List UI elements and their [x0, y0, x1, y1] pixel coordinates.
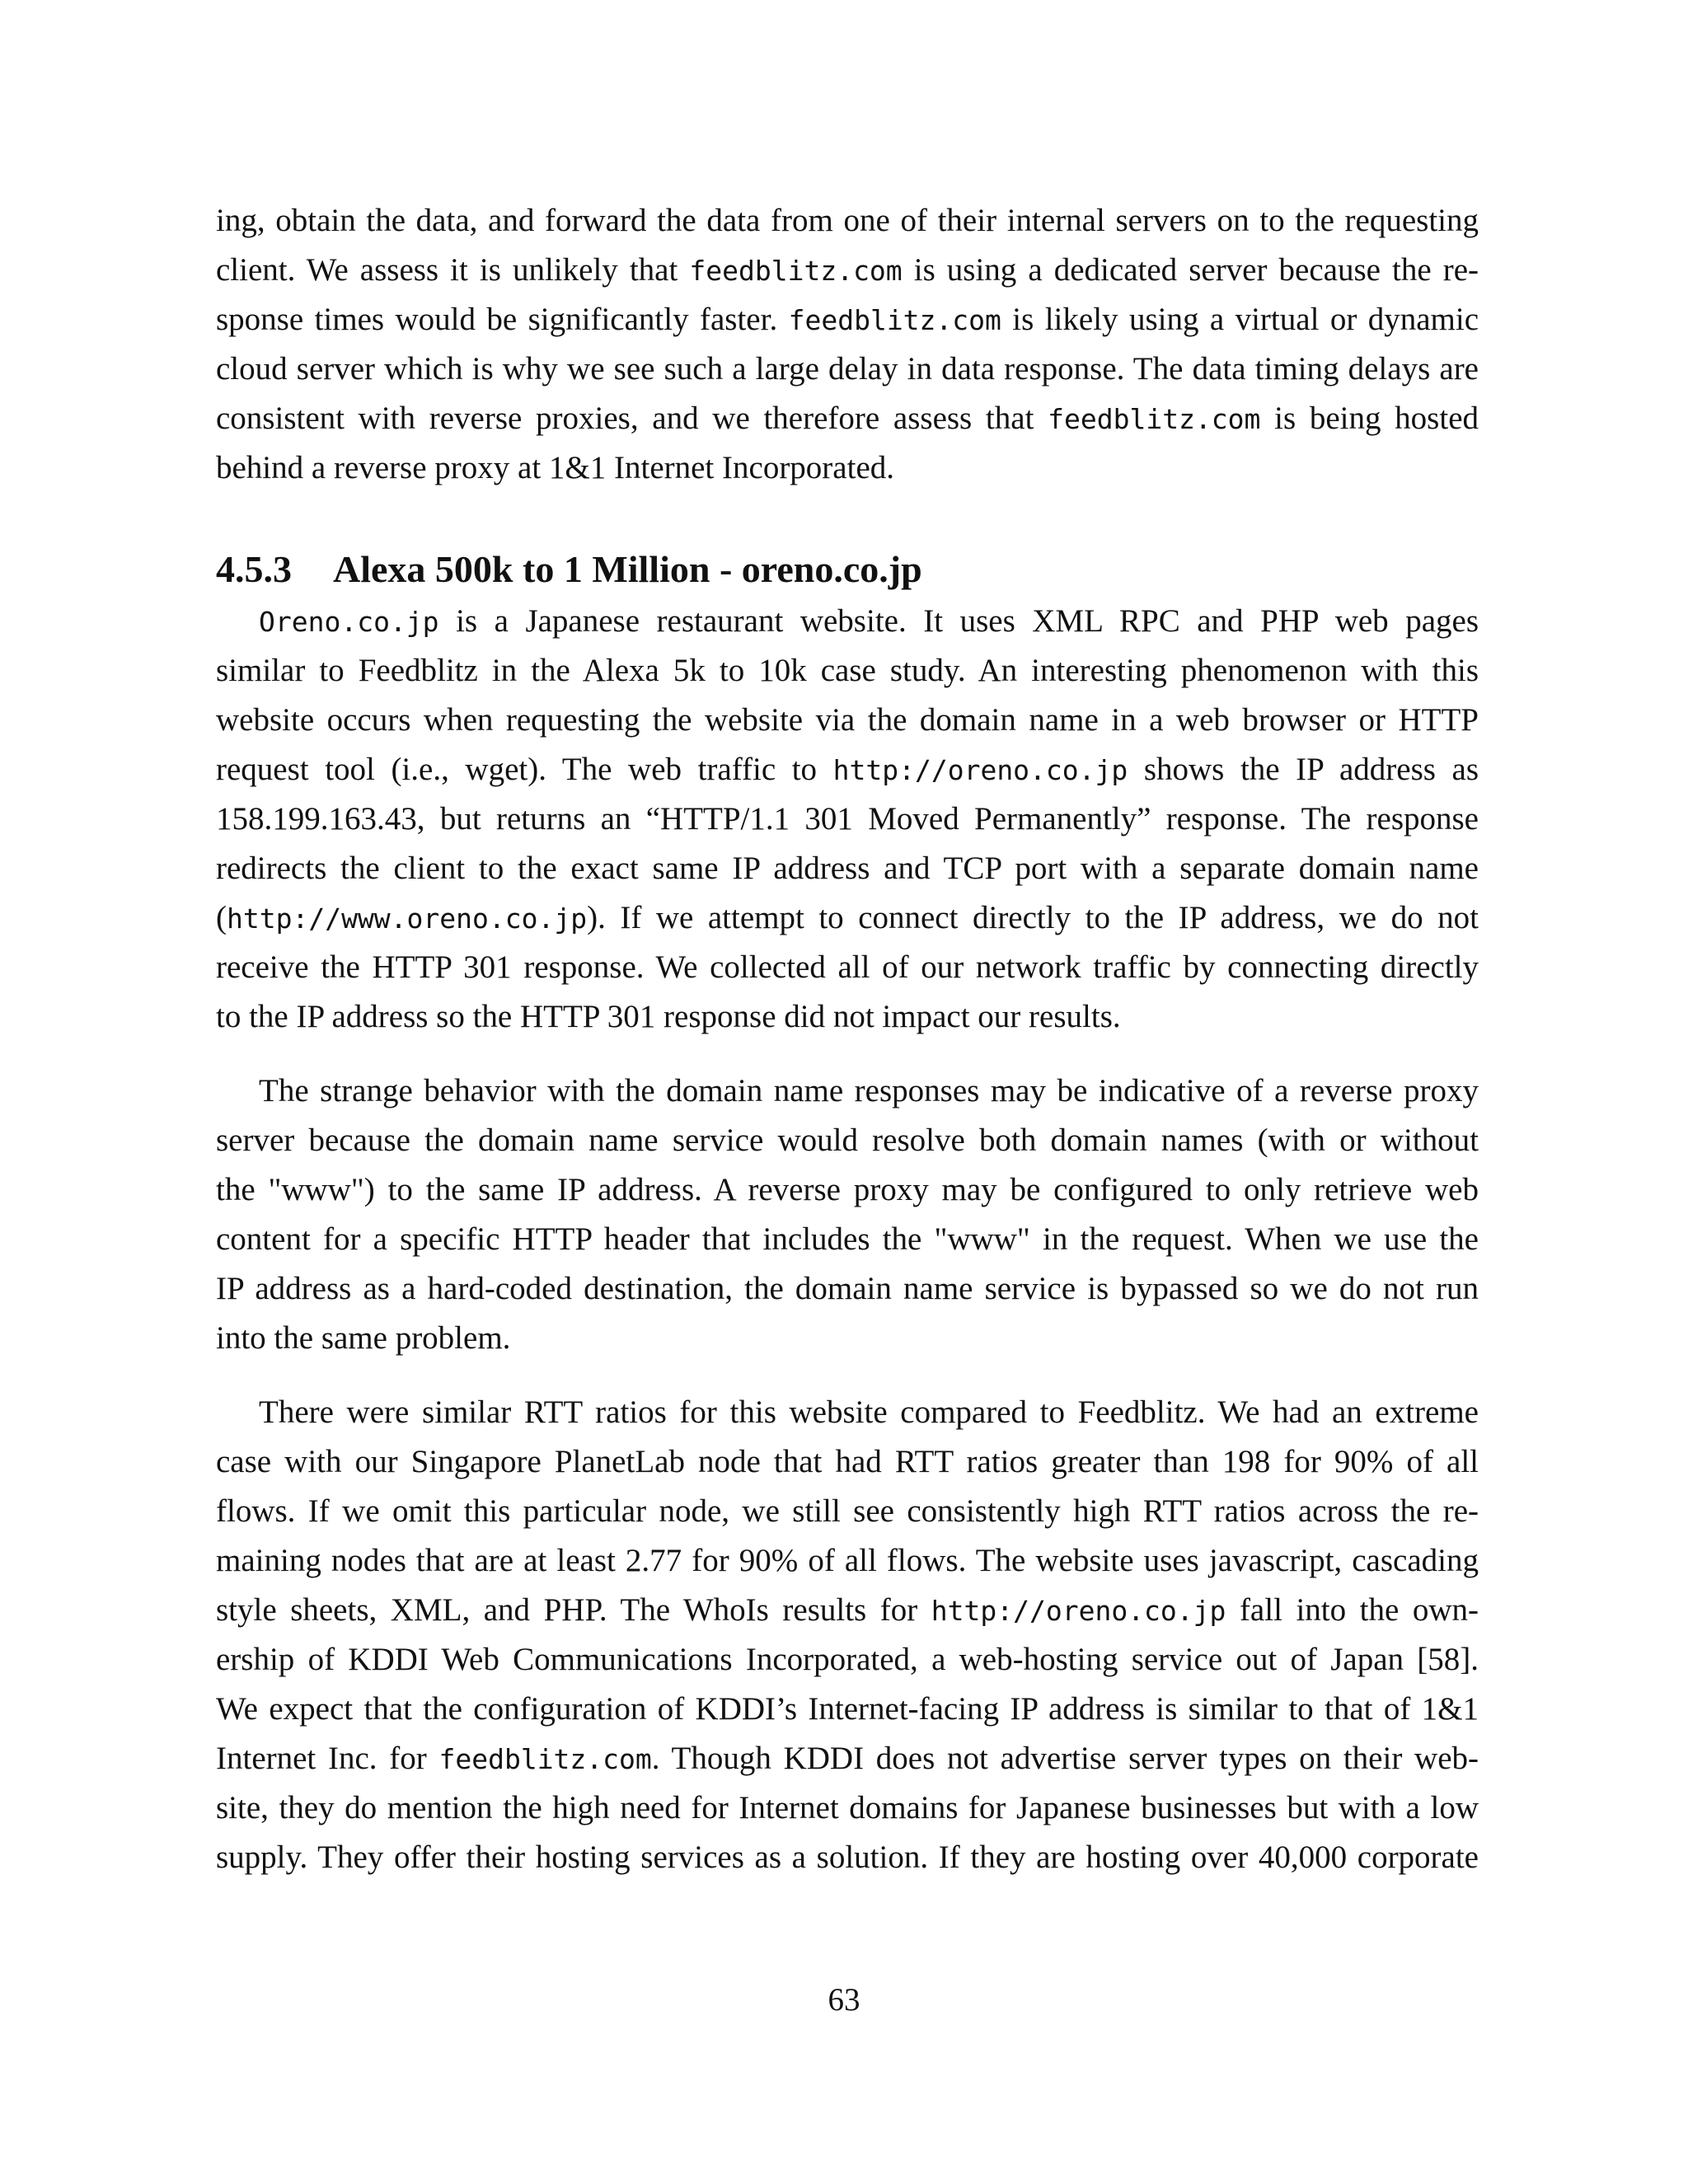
text-run: . Though KDDI does not advertise server types on their web- [651, 1741, 1479, 1776]
paragraph-2 [216, 597, 1479, 1042]
text-line: cloud server which is why we see such a large delay in data response. The data timing delays are [216, 351, 1479, 387]
text-line: supply. They offer their hosting services as a solution. If they are hosting over 40,000 corporate [216, 1840, 1479, 1875]
text-run: style sheets, XML, and PHP. The WhoIs results for [216, 1592, 931, 1628]
text-line [216, 1586, 1479, 1635]
text-run: consistent with reverse proxies, and we therefore assess that [216, 401, 1048, 436]
text-line [216, 1734, 1479, 1783]
code-domain: feedblitz.com [788, 304, 1001, 336]
text-run: Internet Inc. for [216, 1741, 439, 1776]
text-line: flows. If we omit this particular node, we still see consistently high RTT ratios across the re- [216, 1493, 1479, 1529]
text-line: receive the HTTP 301 response. We collected all of our network traffic by connecting directly [216, 949, 1479, 985]
text-line: site, they do mention the high need for Internet domains for Japanese businesses but with a low [216, 1790, 1479, 1825]
page-number: 63 [828, 1982, 860, 2018]
section-title: Alexa 500k to 1 Million - oreno.co.jp [333, 548, 922, 590]
text-line: website occurs when requesting the website via the domain name in a web browser or HTTP [216, 702, 1479, 738]
text-line: There were similar RTT ratios for this website compared to Feedblitz. We had an extreme [259, 1394, 1479, 1430]
text-line: IP address as a hard-coded destination, the domain name service is bypassed so we do not run [216, 1271, 1479, 1306]
text-line: ing, obtain the data, and forward the data from one of their internal servers on to the requesting [216, 203, 1479, 238]
text-line: 158.199.163.43, but returns an “HTTP/1.1 301 Moved Permanently” response. The response [216, 801, 1479, 837]
code-domain: Oreno.co.jp [259, 606, 439, 638]
text-line: case with our Singapore PlanetLab node that had RTT ratios greater than 198 for 90% of all [216, 1444, 1479, 1479]
text-line: into the same problem. [216, 1320, 511, 1356]
code-domain: feedblitz.com [689, 255, 903, 287]
text-line: behind a reverse proxy at 1&1 Internet Incorporated. [216, 450, 894, 485]
text-line: to the IP address so the HTTP 301 response did not impact our results. [216, 999, 1121, 1034]
text-line [216, 246, 1479, 295]
code-url: http://oreno.co.jp [931, 1595, 1226, 1627]
text-line [216, 893, 1479, 943]
paragraph-4 [216, 1388, 1479, 1882]
text-run: is likely using a virtual or dynamic [1001, 302, 1479, 337]
text-run: request tool (i.e., wget). The web traffic to [216, 752, 833, 787]
text-line: ership of KDDI Web Communications Incorporated, a web-hosting service out of Japan [58]. [216, 1642, 1479, 1677]
section-heading [216, 542, 1479, 597]
text-line [216, 295, 1479, 344]
page-body [216, 196, 1479, 1882]
text-line [216, 597, 1479, 646]
text-line: the "www") to the same IP address. A reverse proxy may be configured to only retrieve web [216, 1172, 1479, 1207]
text-run: client. We assess it is unlikely that [216, 252, 690, 288]
text-line: server because the domain name service would resolve both domain names (with or without [216, 1122, 1479, 1158]
text-line: similar to Feedblitz in the Alexa 5k to 10k case study. An interesting phenomenon with this [216, 653, 1479, 688]
paragraph-3 [216, 1066, 1479, 1363]
text-line: The strange behavior with the domain name responses may be indicative of a reverse proxy [259, 1073, 1479, 1108]
text-run: fall into the own- [1226, 1592, 1479, 1628]
code-domain: feedblitz.com [438, 1743, 652, 1775]
text-line: We expect that the configuration of KDDI’s Internet-facing IP address is similar to that of 1&1 [216, 1691, 1479, 1727]
code-url: http://www.oreno.co.jp [227, 902, 588, 935]
text-run: is a Japanese restaurant website. It uses XML RPC and PHP web pages [438, 603, 1479, 639]
paragraph-1 [216, 196, 1479, 493]
text-run: is using a dedicated server because the re- [902, 252, 1479, 288]
text-line [216, 745, 1479, 794]
text-line: maining nodes that are at least 2.77 for 90% of all flows. The website uses javascript, cascading [216, 1543, 1479, 1578]
text-run: ( [216, 900, 227, 935]
code-url: http://oreno.co.jp [832, 754, 1128, 786]
text-run: shows the IP address as [1128, 752, 1479, 787]
text-run: ). If we attempt to connect directly to the IP address, we do not [587, 900, 1479, 935]
text-run: sponse times would be significantly faster. [216, 302, 789, 337]
text-run: is being hosted [1260, 401, 1479, 436]
section-number: 4.5.3 [216, 548, 292, 590]
text-line [216, 394, 1479, 443]
text-line: redirects the client to the exact same IP address and TCP port with a separate domain name [216, 851, 1479, 886]
code-domain: feedblitz.com [1048, 403, 1261, 435]
text-line: content for a specific HTTP header that includes the "www" in the request. When we use the [216, 1221, 1479, 1257]
